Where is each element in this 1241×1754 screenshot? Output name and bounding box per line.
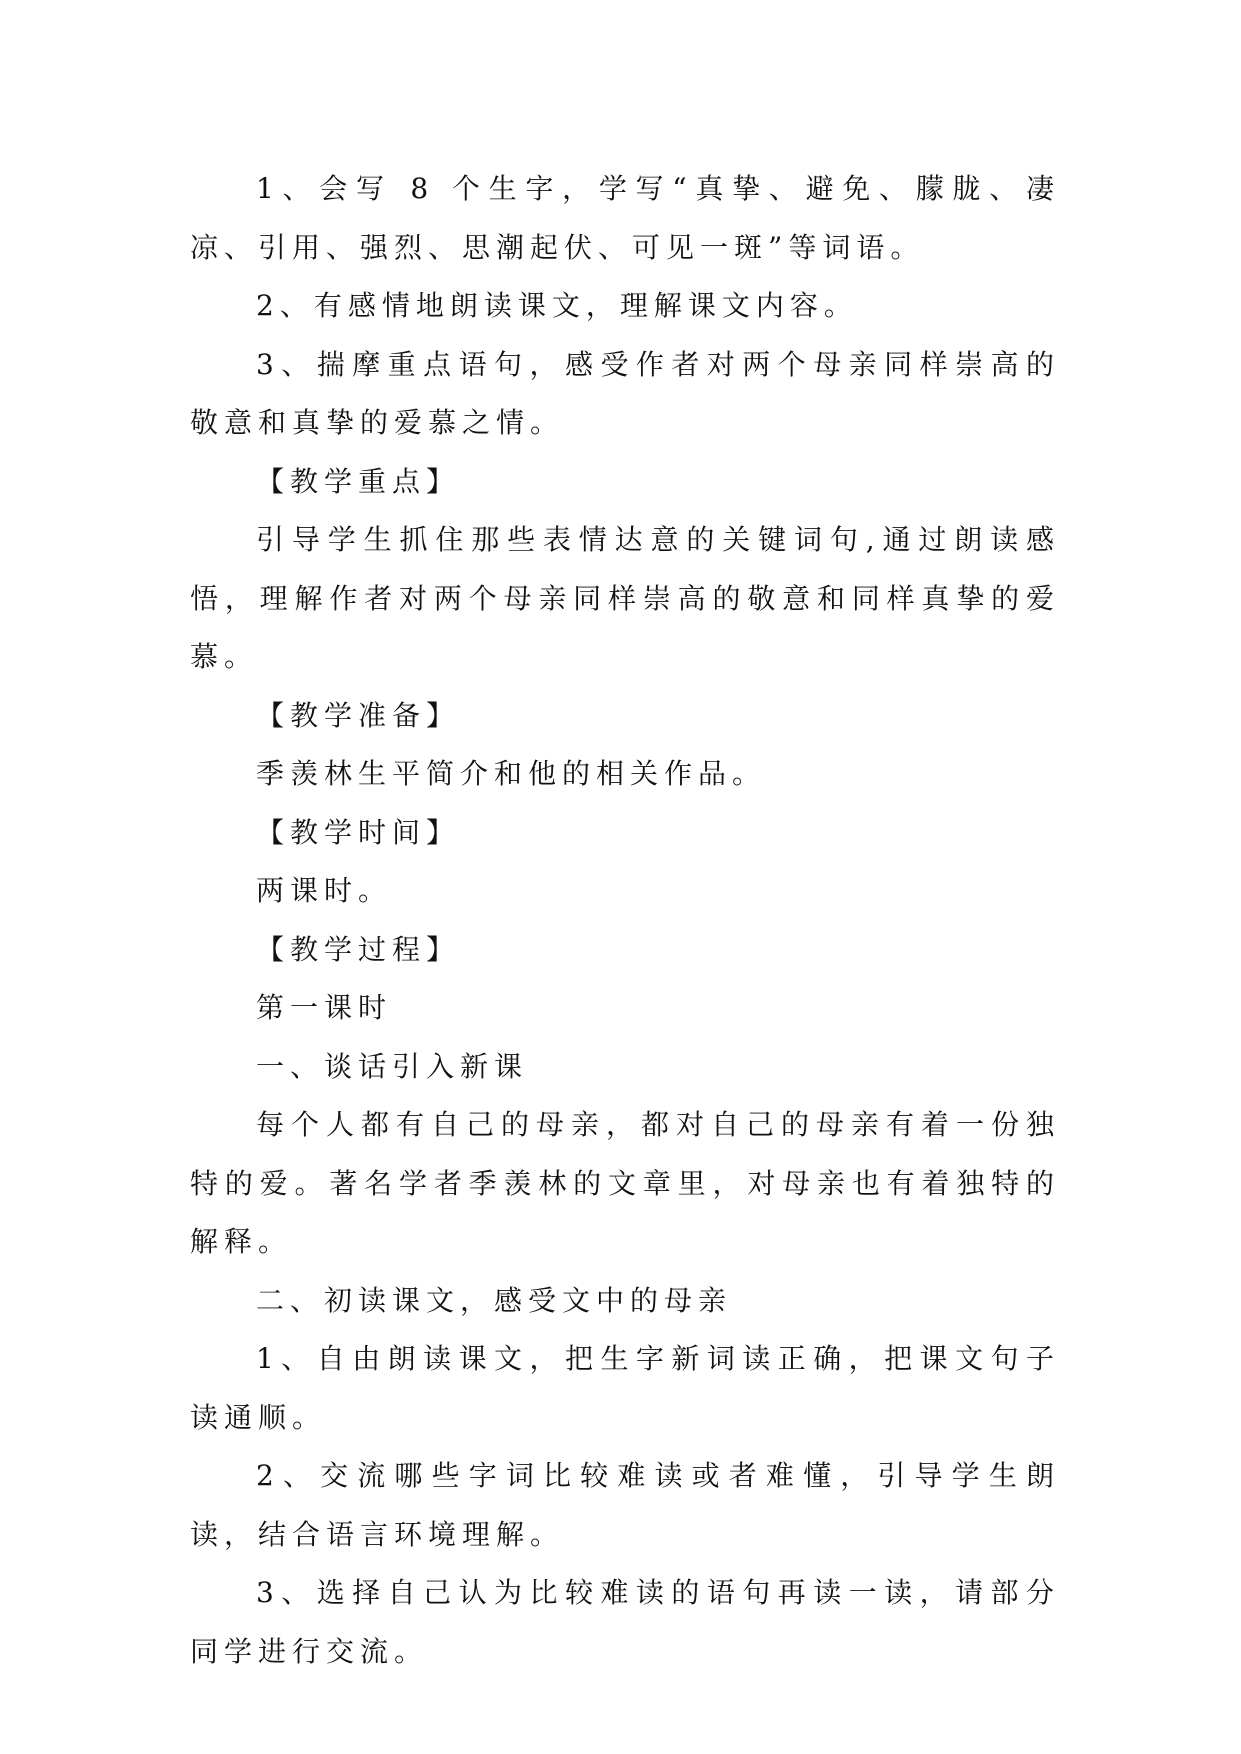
heading-teaching-process: 【教学过程】 [256, 932, 461, 966]
step-3: 3、选择自己认为比较难读的语句再读一读，请部分同学进行交流。 [190, 1576, 1060, 1668]
section-intro-text: 每个人都有自己的母亲，都对自己的母亲有着一份独特的爱。著名学者季羡林的文章里，对母亲也有着独特的解释。 [190, 1108, 1060, 1258]
document-body [190, 160, 1060, 1681]
section-intro-title: 一、谈话引入新课 [256, 1049, 529, 1083]
teaching-preparation-text: 季羡林生平简介和他的相关作品。 [256, 757, 767, 790]
objective-3: 3、揣摩重点语句，感受作者对两个母亲同样崇高的敬意和真挚的爱慕之情。 [190, 347, 1060, 439]
heading-teaching-preparation: 【教学准备】 [256, 698, 461, 732]
heading-teaching-time: 【教学时间】 [256, 815, 461, 849]
section-first-reading-title: 二、初读课文，感受文中的母亲 [256, 1283, 733, 1317]
first-lesson-title: 第一课时 [256, 991, 393, 1024]
objective-1: 1、会写 8 个生字，学写“真挚、避免、朦胧、凄凉、引用、强烈、思潮起伏、可见一斑”等词语。 [190, 172, 1060, 264]
step-1: 1、自由朗读课文，把生字新词读正确，把课文句子读通顺。 [190, 1342, 1060, 1434]
objective-2: 2、有感情地朗读课文，理解课文内容。 [256, 289, 858, 322]
heading-teaching-focus: 【教学重点】 [256, 464, 461, 498]
step-2: 2、交流哪些字词比较难读或者难懂，引导学生朗读，结合语言环境理解。 [190, 1459, 1060, 1551]
teaching-focus-text: 引导学生抓住那些表情达意的关键词句,通过朗读感悟，理解作者对两个母亲同样崇高的敬意和同样真挚的爱慕。 [190, 523, 1060, 673]
teaching-time-text: 两课时。 [256, 874, 393, 907]
